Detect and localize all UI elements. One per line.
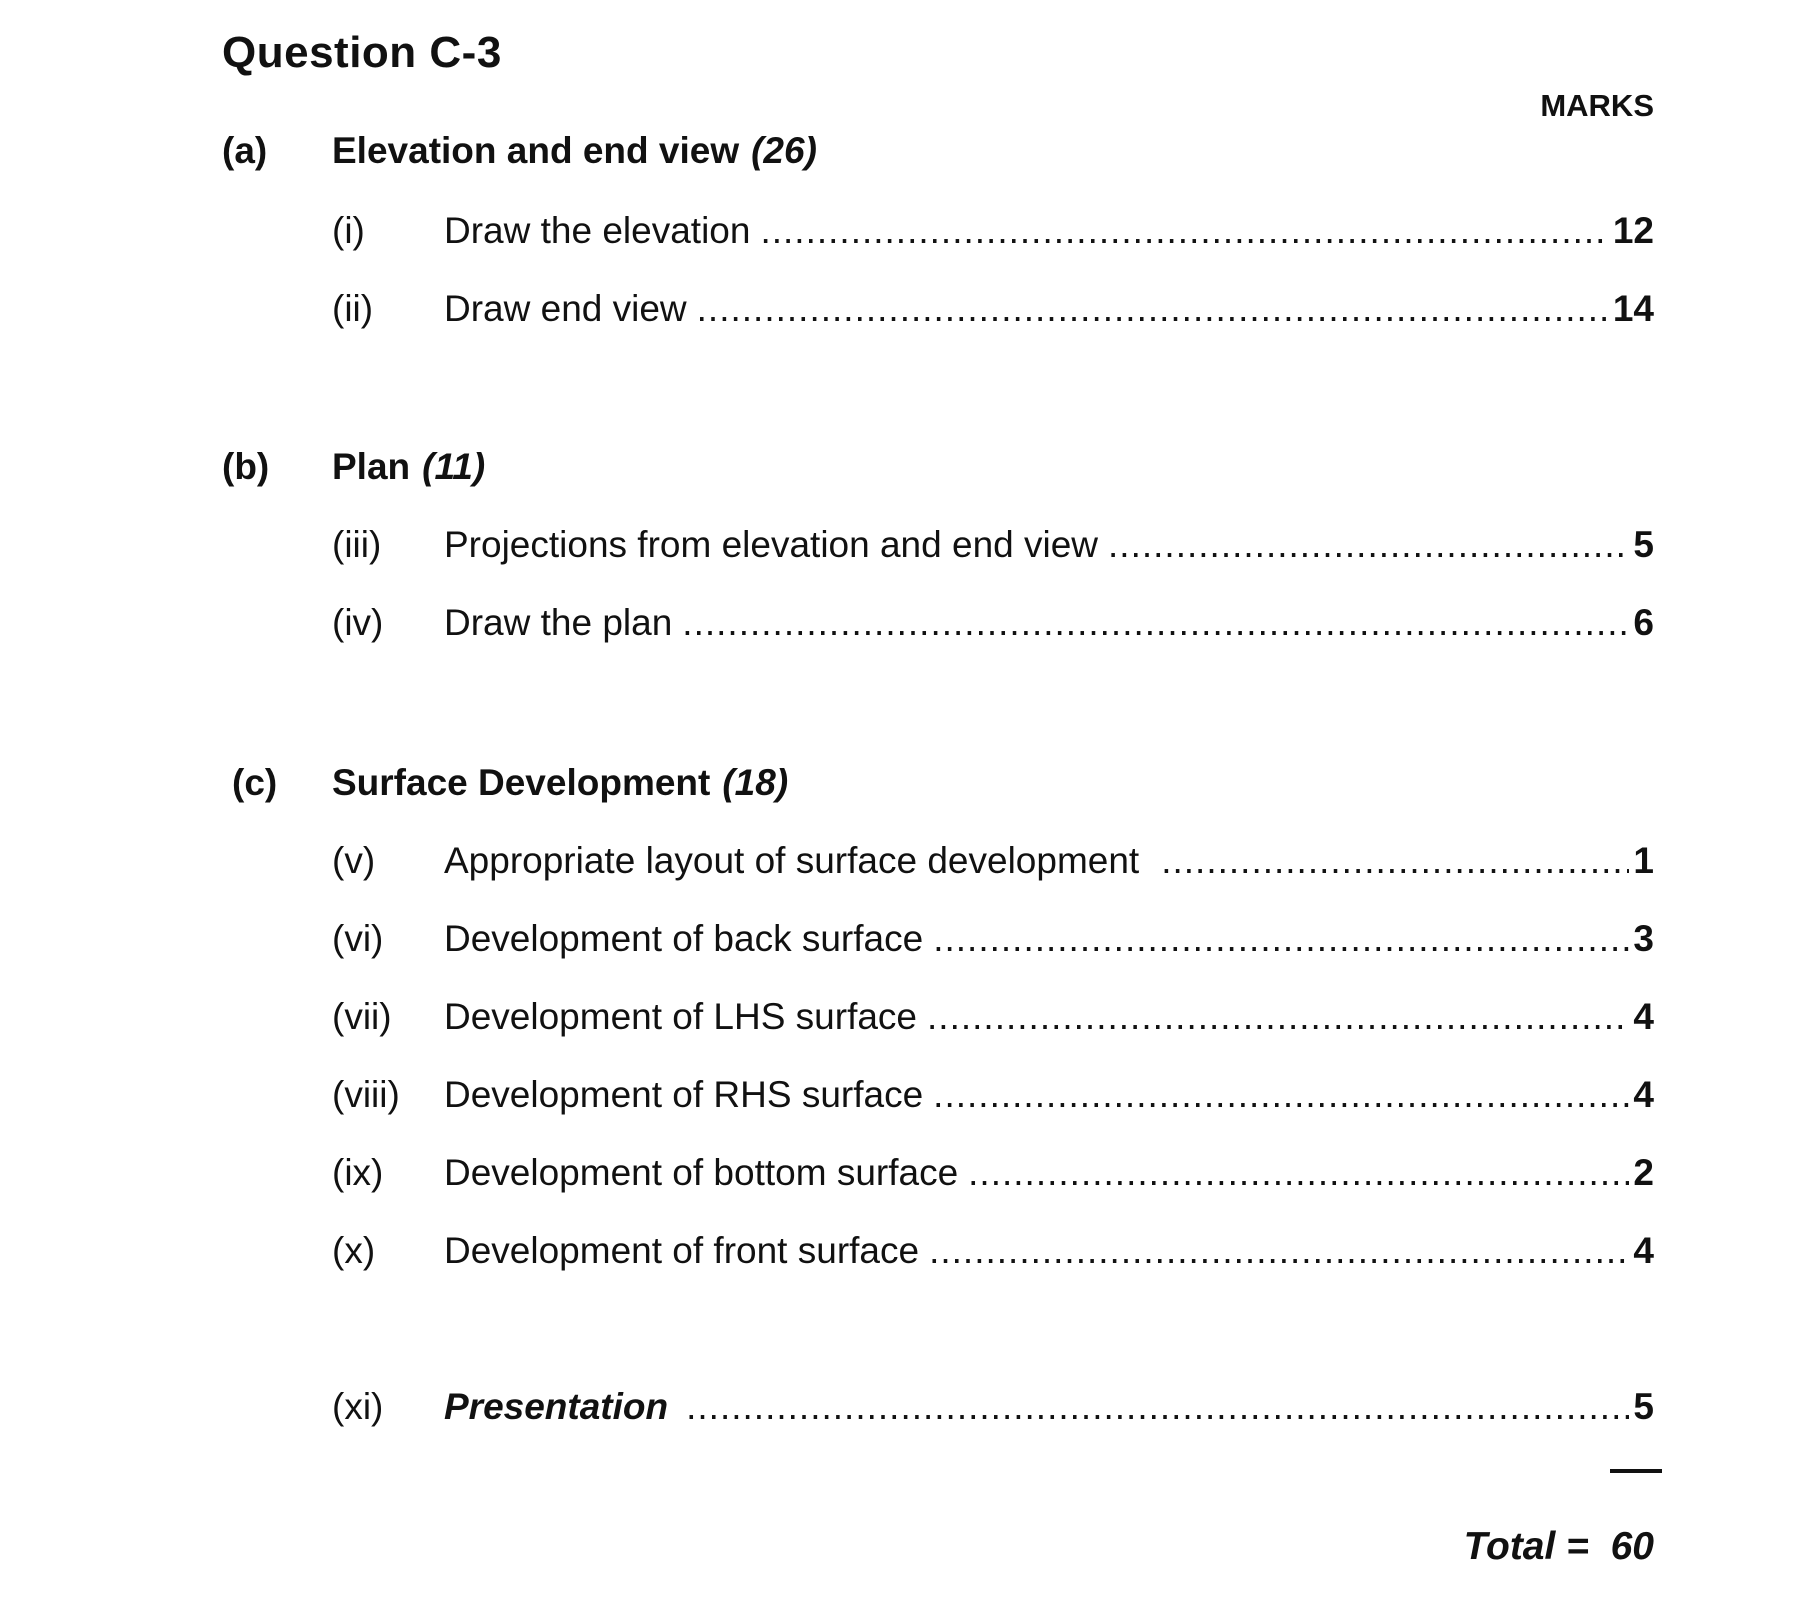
item-number: (i) (332, 210, 365, 251)
total-marks: Total = 60 (1463, 1525, 1654, 1568)
section-b-letter: (b) (222, 446, 270, 487)
item-label: Development of front surface (444, 1230, 920, 1271)
item-label: Development of bottom surface (444, 1152, 959, 1193)
dot-leader (1108, 524, 1629, 566)
item-number: (vi) (332, 918, 384, 959)
section-b-heading (222, 446, 485, 488)
section-a-sub-marks: (26) (751, 130, 817, 171)
dot-leader (682, 602, 1629, 644)
mark-row (332, 840, 1654, 892)
item-number: (iv) (332, 602, 384, 643)
item-number: (iii) (332, 524, 382, 565)
mark-row (332, 210, 1654, 262)
item-label: Appropriate layout of surface development (444, 840, 1140, 881)
section-c-sub-marks: (18) (722, 762, 789, 803)
total-rule (1610, 1469, 1662, 1473)
section-a-heading (222, 130, 817, 172)
section-a-title: Elevation and end view (332, 130, 740, 171)
dot-leader (927, 996, 1629, 1038)
dot-leader (929, 1230, 1629, 1272)
dot-leader (933, 918, 1629, 960)
dot-leader (760, 210, 1608, 252)
mark-row (332, 918, 1654, 970)
item-label: Development of back surface (444, 918, 924, 959)
presentation-row (332, 1386, 1654, 1438)
dot-leader (933, 1074, 1629, 1116)
section-b-title: Plan (332, 446, 411, 487)
item-number: (xi) (332, 1386, 384, 1427)
item-label: Draw the plan (444, 602, 673, 643)
mark-row (332, 1152, 1654, 1204)
item-mark: 12 (1612, 210, 1654, 251)
item-mark: 4 (1633, 996, 1654, 1037)
dot-leader (697, 288, 1609, 330)
item-mark: 5 (1633, 524, 1654, 565)
item-mark: 4 (1633, 1074, 1654, 1115)
item-mark: 2 (1633, 1152, 1654, 1193)
item-number: (viii) (332, 1074, 400, 1115)
item-mark: 4 (1633, 1230, 1654, 1271)
item-label: Development of RHS surface (444, 1074, 924, 1115)
dot-leader (1161, 840, 1629, 882)
dot-leader (968, 1152, 1629, 1194)
section-c-letter: (c) (232, 762, 278, 803)
item-label: Development of LHS surface (444, 996, 918, 1037)
item-label: Projections from elevation and end view (444, 524, 1099, 565)
item-number: (vii) (332, 996, 392, 1037)
item-mark: 3 (1633, 918, 1654, 959)
item-number: (x) (332, 1230, 376, 1271)
mark-row (332, 524, 1654, 576)
mark-row (332, 996, 1654, 1048)
item-label: Draw the elevation (444, 210, 751, 251)
item-mark: 1 (1633, 840, 1654, 881)
presentation-label: Presentation (444, 1386, 669, 1427)
item-number: (v) (332, 840, 376, 881)
section-c-title: Surface Development (332, 762, 711, 803)
item-number: (ix) (332, 1152, 384, 1193)
section-a-letter: (a) (222, 130, 268, 171)
item-number: (ii) (332, 288, 374, 329)
marks-column-header: MARKS (1540, 88, 1654, 123)
item-mark: 5 (1633, 1386, 1654, 1427)
mark-row (332, 1074, 1654, 1126)
mark-row (332, 602, 1654, 654)
item-mark: 14 (1612, 288, 1654, 329)
question-title: Question C-3 (222, 28, 502, 77)
mark-row (332, 1230, 1654, 1282)
section-c-heading (232, 762, 788, 804)
item-mark: 6 (1633, 602, 1654, 643)
item-label: Draw end view (444, 288, 687, 329)
mark-row (332, 288, 1654, 340)
dot-leader (686, 1386, 1629, 1428)
section-b-sub-marks: (11) (422, 446, 486, 487)
